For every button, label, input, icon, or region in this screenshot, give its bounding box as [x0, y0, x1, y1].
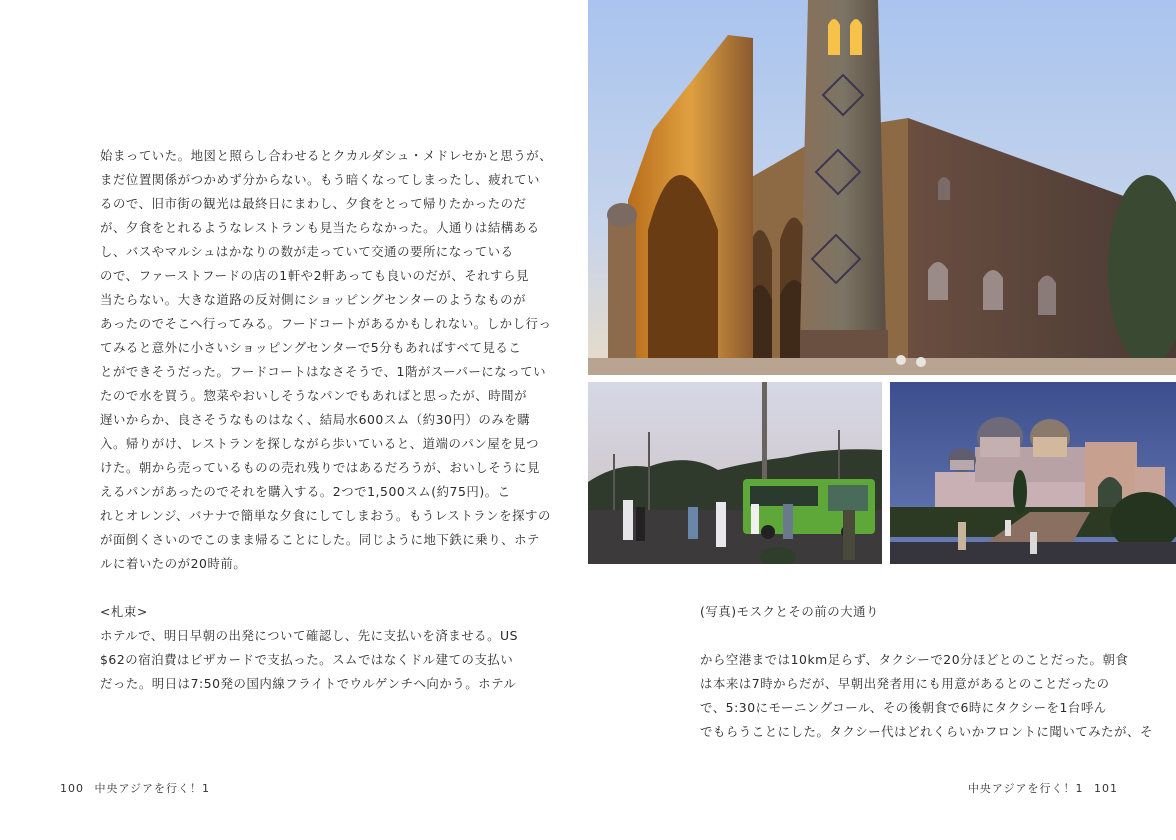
text-line: ので、ファーストフードの店の1軒や2軒あっても良いのだが、それすら見: [100, 268, 529, 283]
text-line: れとオレンジ、バナナで簡単な夕食にしてしまおう。もうレストランを探すの: [100, 508, 551, 523]
folio-right: [968, 780, 1124, 796]
body-text: [700, 648, 1153, 744]
right-page: [588, 0, 1176, 840]
section-heading: <札束>: [100, 604, 148, 619]
text-line: 始まっていた。地図と照らし合わせるとクカルダシュ・メドレセかと思うが、: [100, 148, 553, 163]
text-line: けた。朝から売っているものの売れ残りではあるだろうが、おいしそうに見: [100, 460, 540, 475]
running-title: 中央アジアを行く！1: [967, 782, 1084, 795]
text-line: し、バスやマルシュはかなりの数が走っていて交通の要所になっている: [100, 244, 514, 259]
text-line: から空港までは10km足らず、タクシーで20分ほどとのことだった。朝食: [700, 652, 1129, 667]
text-line: えるパンがあったのでそれを購入する。2つで1,500スム(約75円)。こ: [100, 484, 511, 499]
madrasa-image: [588, 0, 1176, 375]
caption-text: (写真)モスクとその前の大通り: [700, 604, 879, 619]
text-line: は本来は7時からだが、早朝出発者用にも用意があるとのことだったの: [700, 676, 1110, 691]
text-line: あったのでそこへ行ってみる。フードコートがあるかもしれない。しかし行っ: [100, 316, 552, 331]
text-line: でもらうことにした。タクシー代はどれくらいかフロントに聞いてみたが、そ: [700, 724, 1153, 739]
text-line: てみると意外に小さいショッピングセンターで5分もあればすべて見るこ: [100, 340, 522, 355]
text-line: が、夕食をとれるようなレストランも見当たらなかった。人通りは結構ある: [100, 220, 540, 235]
text-line: ホテルで、明日早朝の出発について確認し、先に支払いを済ませる。US: [100, 628, 519, 643]
photo-street: [588, 382, 882, 564]
text-line: ルに着いたのが20時前。: [100, 556, 247, 571]
text-line: 当たらない。大きな道路の反対側にショッピングセンターのようなものが: [100, 292, 527, 307]
body-text: [100, 144, 553, 576]
page-number: 100: [60, 782, 84, 795]
mosque-image: [890, 382, 1176, 564]
text-line: たので水を買う。惣菜やおいしそうなパンでもあればと思ったが、時間が: [100, 388, 528, 403]
photo-caption: [700, 600, 879, 624]
page-number: 101: [1094, 782, 1118, 795]
photo-mosque: [890, 382, 1176, 564]
text-line: 遅いからか、良さそうなものはなく、結局水600スム（約30円）のみを購: [100, 412, 531, 427]
text-line: が面倒くさいのでこのまま帰ることにした。同じように地下鉄に乗り、ホテ: [100, 532, 540, 547]
text-line: 入。帰りがけ、レストランを探しながら歩いていると、道端のパン屋を見つ: [100, 436, 540, 451]
text-line: だった。明日は7:50発の国内線フライトでウルゲンチへ向かう。ホテル: [100, 676, 517, 691]
folio-left: [54, 780, 210, 796]
photo-madrasa: [588, 0, 1176, 375]
running-title: 中央アジアを行く！1: [94, 782, 211, 795]
section-sapporo: [100, 600, 519, 696]
text-line: るので、旧市街の観光は最終日にまわし、夕食をとって帰りたかったのだ: [100, 196, 527, 211]
street-image: [588, 382, 882, 564]
text-line: とができそうだった。フードコートはなさそうで、1階がスーパーになってい: [100, 364, 547, 379]
text-line: $62の宿泊費はビザカードで支払った。スムではなくドル建ての支払い: [100, 652, 514, 667]
text-line: まだ位置関係がつかめず分からない。もう暗くなってしまったし、疲れてい: [100, 172, 540, 187]
text-line: で、5:30にモーニングコール、その後朝食で6時にタクシーを1台呼ん: [700, 700, 1107, 715]
